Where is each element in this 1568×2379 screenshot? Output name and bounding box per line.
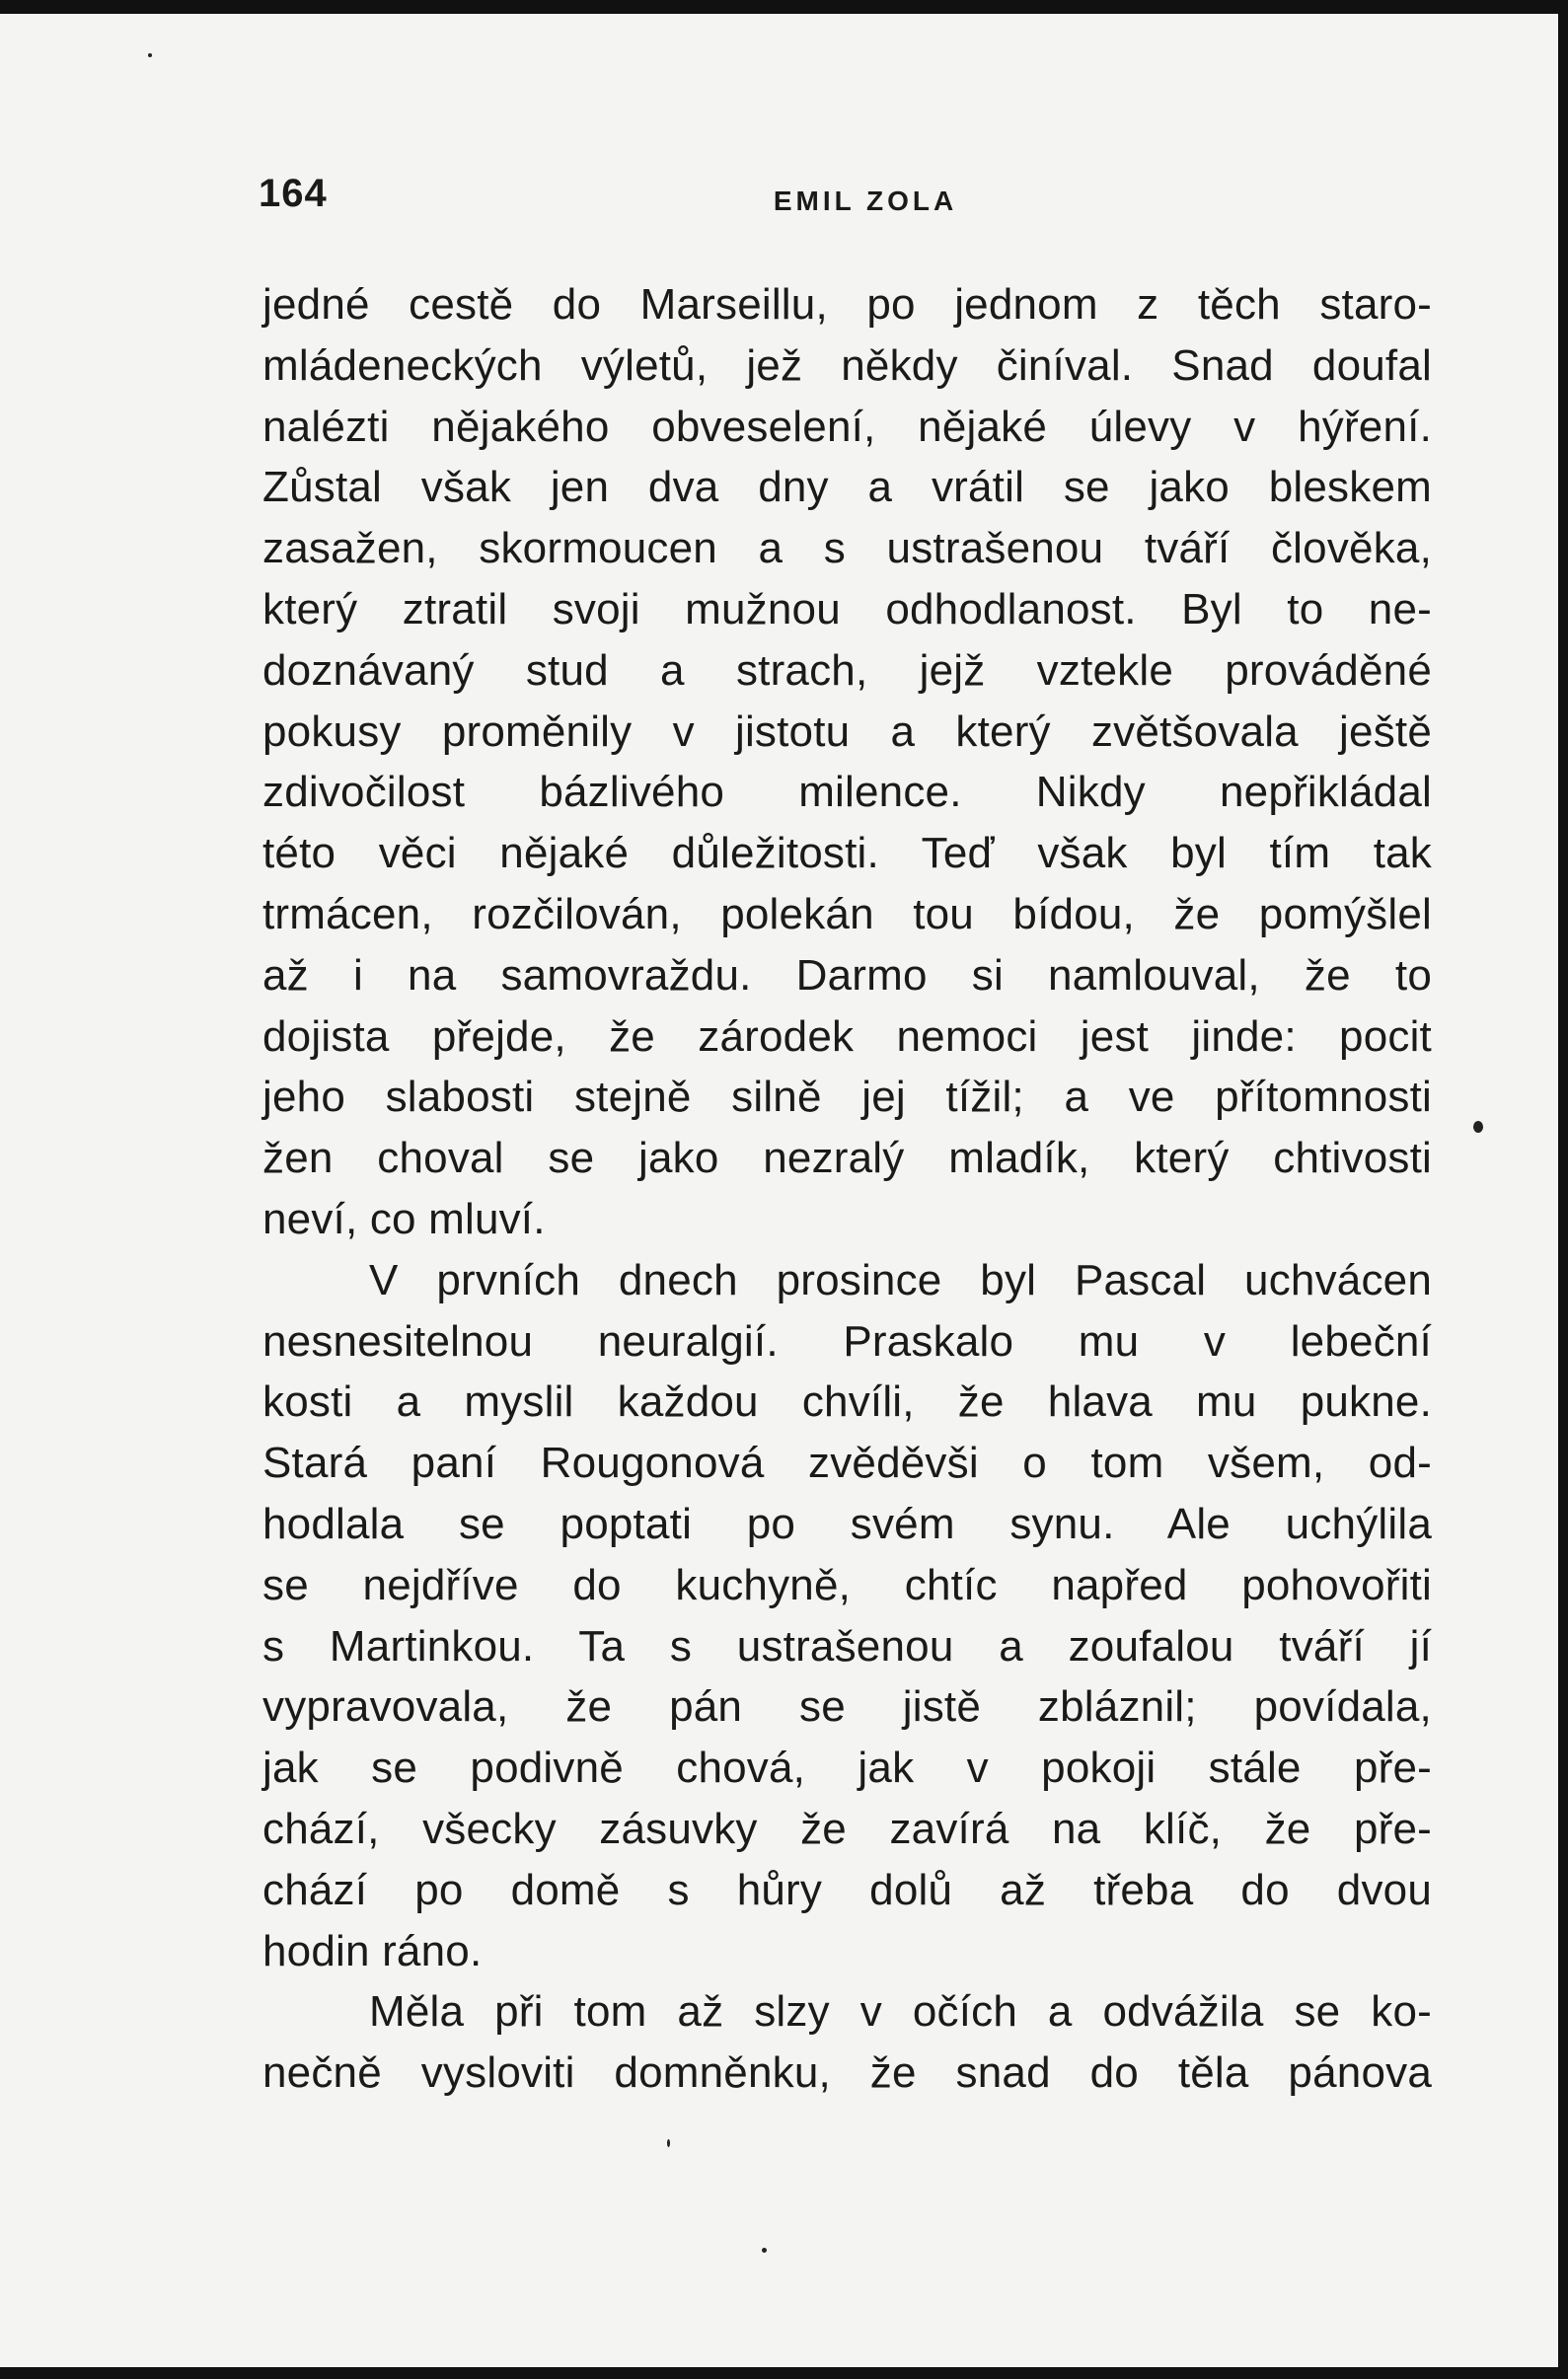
page-header <box>259 172 1433 231</box>
text-line: hodin ráno. <box>262 1926 483 1975</box>
page-number: 164 <box>259 172 328 215</box>
text-line: mládeneckých výletů, jež někdy činíval. Snad doufal <box>262 340 1432 390</box>
text-line: zdivočilost bázlivého milence. Nikdy nepřikládal <box>262 768 1432 817</box>
text-line: zasažen, skormoucen a s ustrašenou tváří člověka, <box>262 524 1432 573</box>
text-line: až i na samovraždu. Darmo si namlouval, že to <box>262 950 1432 1000</box>
text-line: jedné cestě do Marseillu, po jednom z těch staro- <box>262 280 1432 329</box>
scan-speck <box>1473 1121 1483 1133</box>
text-line: nečně vysloviti domněnku, že snad do těla pánova <box>262 2048 1432 2098</box>
paragraph-start-line: Měla při tom až slzy v očích a odvážila se ko- <box>369 1987 1432 2037</box>
text-line: vypravovala, že pán se jistě zbláznil; povídala, <box>262 1682 1432 1732</box>
text-line: nalézti nějakého obveselení, nějaké úlevy v hýření. <box>262 402 1432 451</box>
text-line: Stará paní Rougonová zvěděvši o tom všem, od- <box>262 1439 1432 1488</box>
text-line: neví, co mluví. <box>262 1194 546 1243</box>
text-line: pokusy proměnily v jistotu a který zvětšovala ještě <box>262 706 1432 756</box>
text-line: Zůstal však jen dva dny a vrátil se jako bleskem <box>262 463 1432 512</box>
text-line: dojista přejde, že zárodek nemoci jest jinde: pocit <box>262 1011 1432 1061</box>
scan-speck <box>667 2139 670 2147</box>
body-text <box>262 274 1432 2104</box>
text-line: hodlala se poptati po svém synu. Ale uchýlila <box>262 1499 1432 1548</box>
text-line: jak se podivně chová, jak v pokoji stále pře- <box>262 1744 1432 1793</box>
text-line: chází po domě s hůry dolů až třeba do dvou <box>262 1865 1432 1914</box>
text-line: trmácen, rozčilován, polekán tou bídou, že pomýšlel <box>262 889 1432 938</box>
paragraph-start-line: V prvních dnech prosince byl Pascal uchvácen <box>369 1255 1432 1304</box>
text-line: s Martinkou. Ta s ustrašenou a zoufalou tváří jí <box>262 1621 1432 1671</box>
text-line: se nejdříve do kuchyně, chtíc napřed pohovořiti <box>262 1560 1432 1609</box>
running-head: EMIL ZOLA <box>773 186 958 216</box>
scan-speck <box>762 2248 767 2253</box>
text-line: žen choval se jako nezralý mladík, který chtivosti <box>262 1134 1432 1183</box>
text-line: doznávaný stud a strach, jejž vztekle prováděné <box>262 645 1432 695</box>
text-line: kosti a myslil každou chvíli, že hlava mu pukne. <box>262 1377 1432 1427</box>
text-line: této věci nějaké důležitosti. Teď však byl tím tak <box>262 829 1432 878</box>
scan-speck <box>148 53 152 57</box>
text-line: který ztratil svoji mužnou odhodlanost. Byl to ne- <box>262 584 1432 633</box>
text-line: nesnesitelnou neuralgií. Praskalo mu v lebeční <box>262 1316 1432 1366</box>
text-line: jeho slabosti stejně silně jej tížil; a ve přítomnosti <box>262 1073 1432 1122</box>
text-line: chází, všecky zásuvky že zavírá na klíč, že pře- <box>262 1804 1432 1853</box>
